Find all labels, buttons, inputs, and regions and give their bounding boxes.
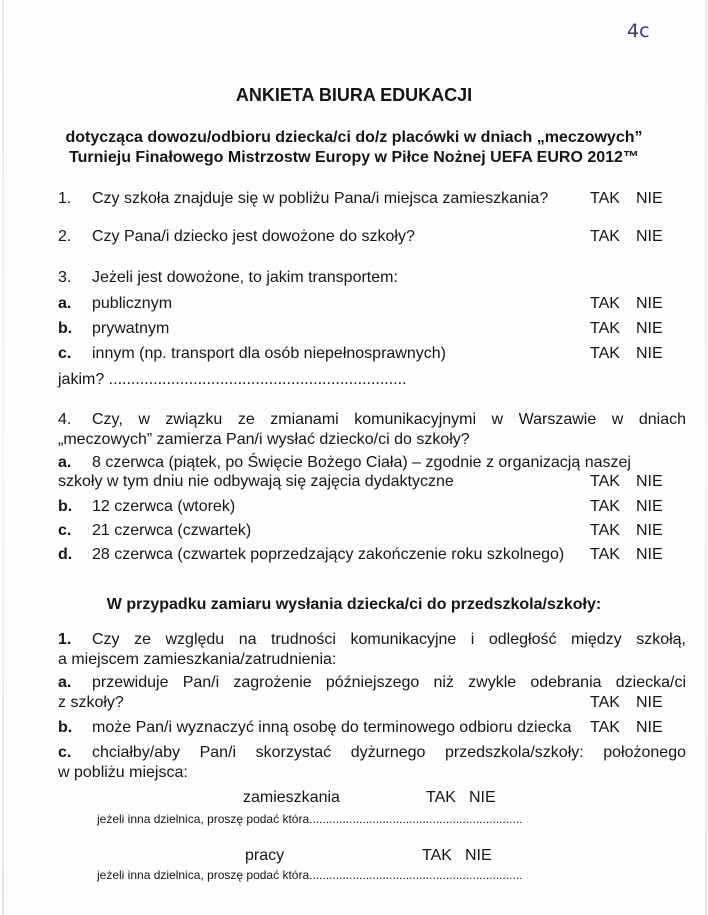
option-letter: b.	[58, 498, 73, 515]
nie-option[interactable]: NIE	[636, 522, 663, 539]
tak-option[interactable]: TAK	[590, 320, 620, 337]
option-text-line-1: przewiduje Pan/i zagrożenie późniejszego niż zwykle odebrania dziecka/ci	[92, 674, 686, 691]
option-text: 12 czerwca (wtorek)	[92, 498, 236, 515]
tak-option[interactable]: TAK	[422, 847, 452, 864]
nie-option[interactable]: NIE	[636, 473, 663, 490]
nie-option[interactable]: NIE	[636, 719, 663, 736]
fill-in-line[interactable]: jakim? ...................................................................	[58, 371, 407, 388]
option-letter: c.	[58, 522, 72, 539]
tak-option[interactable]: TAK	[590, 522, 620, 539]
tak-option[interactable]: TAK	[590, 190, 620, 207]
subtitle-line-2: Turnieju Finałowego Mistrzostw Europy w Piłce Nożnej UEFA EURO 2012™	[69, 149, 639, 166]
location-label: zamieszkania	[243, 789, 340, 806]
option-letter: d.	[58, 546, 73, 563]
option-text-line-2: w pobliżu miejsca:	[58, 764, 188, 781]
question-text: Czy Pana/i dziecko jest dowożone do szkoły?	[92, 228, 415, 245]
option-text: 28 czerwca (czwartek poprzedzający zakończenie roku szkolnego)	[92, 546, 565, 563]
district-fill-line[interactable]: jeżeli inna dzielnica, proszę podać która................................................................	[97, 868, 523, 882]
option-letter: a.	[58, 295, 72, 312]
section-heading: W przypadku zamiaru wysłania dziecka/ci do przedszkola/szkoły:	[106, 596, 602, 613]
question-number: 3.	[58, 269, 72, 286]
tak-option[interactable]: TAK	[590, 546, 620, 563]
handwritten-mark: 4c	[627, 20, 650, 42]
tak-option[interactable]: TAK	[590, 719, 620, 736]
question-text: Jeżeli jest dowożone, to jakim transportem:	[92, 269, 398, 286]
tak-option[interactable]: TAK	[590, 345, 620, 362]
option-text-line-1: chciałby/aby Pan/i skorzystać dyżurnego przedszkola/szkoły: położonego	[92, 744, 686, 761]
question-number: 1.	[58, 631, 72, 648]
option-text: może Pan/i wyznaczyć inną osobę do terminowego odbioru dziecka	[92, 719, 572, 736]
nie-option[interactable]: NIE	[636, 295, 663, 312]
tak-option[interactable]: TAK	[590, 473, 620, 490]
question-text-line-1: Czy, w związku ze zmianami komunikacyjnymi w Warszawie w dniach	[92, 411, 686, 428]
option-text: publicznym	[92, 295, 173, 312]
question-number: 4.	[58, 411, 72, 428]
subtitle-line-1: dotycząca dowozu/odbioru dziecka/ci do/z placówki w dniach „meczowych”	[65, 129, 643, 146]
question-text: Czy szkoła znajduje się w pobliżu Pana/i miejsca zamieszkania?	[92, 190, 549, 207]
tak-option[interactable]: TAK	[590, 295, 620, 312]
question-number: 2.	[58, 228, 72, 245]
question-text-line-2: „meczowych” zamierza Pan/i wysłać dziecko/ci do szkoły?	[58, 431, 470, 448]
option-text-line-2: z szkoły?	[58, 694, 124, 711]
option-letter: c.	[58, 345, 72, 362]
nie-option[interactable]: NIE	[636, 228, 663, 245]
district-fill-line[interactable]: jeżeli inna dzielnica, proszę podać która................................................................	[97, 812, 523, 826]
tak-option[interactable]: TAK	[590, 694, 620, 711]
nie-option[interactable]: NIE	[636, 546, 663, 563]
nie-option[interactable]: NIE	[636, 320, 663, 337]
option-text: innym (np. transport dla osób niepełnosprawnych)	[92, 345, 446, 362]
tak-option[interactable]: TAK	[426, 789, 456, 806]
nie-option[interactable]: NIE	[469, 789, 496, 806]
nie-option[interactable]: NIE	[636, 190, 663, 207]
location-label: pracy	[245, 847, 285, 864]
option-letter: b.	[58, 320, 73, 337]
question-text-line-2: a miejscem zamieszkania/zatrudnienia:	[58, 651, 337, 668]
option-text: prywatnym	[92, 320, 170, 337]
tak-option[interactable]: TAK	[590, 228, 620, 245]
option-letter: a.	[58, 674, 72, 691]
nie-option[interactable]: NIE	[465, 847, 492, 864]
option-letter: a.	[58, 454, 72, 471]
option-letter: b.	[58, 719, 73, 736]
question-number: 1.	[58, 190, 72, 207]
nie-option[interactable]: NIE	[636, 498, 663, 515]
option-text: 21 czerwca (czwartek)	[92, 522, 252, 539]
nie-option[interactable]: NIE	[636, 694, 663, 711]
option-text-line-2: szkoły w tym dniu nie odbywają się zajęcia dydaktyczne	[58, 473, 454, 490]
tak-option[interactable]: TAK	[590, 498, 620, 515]
document-title: ANKIETA BIURA EDUKACJI	[235, 85, 473, 105]
question-text-line-1: Czy ze względu na trudności komunikacyjne i odległość między szkołą,	[92, 631, 686, 648]
option-text-line-1: 8 czerwca (piątek, po Święcie Bożego Ciała) – zgodnie z organizacją naszej	[92, 454, 631, 471]
option-letter: c.	[58, 744, 72, 761]
nie-option[interactable]: NIE	[636, 345, 663, 362]
